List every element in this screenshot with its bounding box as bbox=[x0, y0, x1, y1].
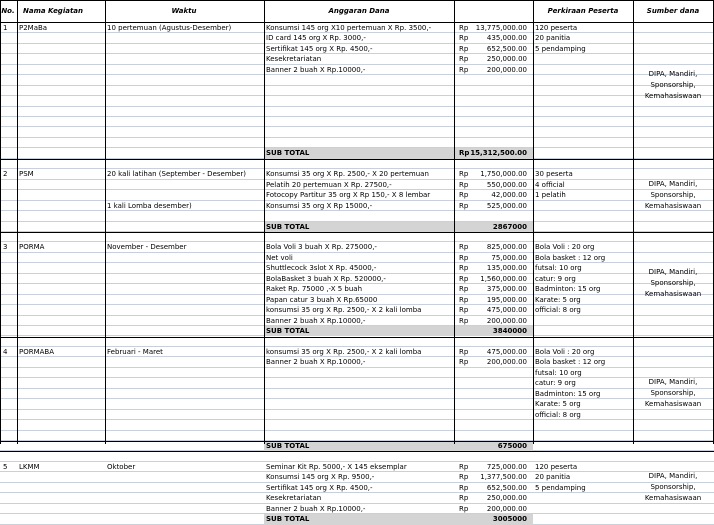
peserta-item: Bola basket : 12 org bbox=[535, 253, 606, 262]
peserta-item: 5 pendamping bbox=[535, 44, 586, 53]
budget-item-desc: Banner 2 buah X Rp.10000,- bbox=[266, 504, 366, 513]
column-border bbox=[264, 0, 265, 444]
budget-item-desc: Kesekretariatan bbox=[266, 55, 322, 64]
peserta-item: official: 8 org bbox=[535, 306, 581, 315]
budget-item-desc: Bola Voli 3 buah X Rp. 275000,- bbox=[266, 243, 377, 252]
header-nama-kegiatan: Nama Kegiatan bbox=[22, 7, 83, 15]
budget-item-rp: Rp bbox=[459, 55, 469, 64]
budget-item-rp: Rp bbox=[459, 504, 469, 513]
grid-row bbox=[0, 128, 714, 138]
activity-waktu: 1 kali Lomba desember) bbox=[107, 201, 192, 210]
spacer-row bbox=[0, 337, 714, 347]
block-border bbox=[0, 337, 714, 338]
sumber-dana: DIPA, Mandiri, Sponsorship, Kemahasiswaan bbox=[644, 179, 702, 210]
budget-item-rp: Rp bbox=[459, 24, 469, 32]
activity-waktu: November - Desember bbox=[107, 243, 187, 252]
sumber-dana: DIPA, Mandiri, Sponsorship, Kemahasiswaan bbox=[644, 378, 702, 409]
budget-item-desc: Banner 2 buah X Rp.10000,- bbox=[266, 358, 366, 367]
activity-waktu: Februari - Maret bbox=[107, 347, 163, 356]
budget-item-desc: Konsumsi 35 org X Rp. 2500,- X 20 pertemuan bbox=[266, 170, 429, 179]
peserta-item: catur: 9 org bbox=[535, 379, 576, 388]
budget-item-desc: konsumsi 35 org X Rp. 2500,- X 2 kali lomba bbox=[266, 347, 422, 356]
spacer-row bbox=[0, 451, 714, 461]
subtotal-label: SUB TOTAL bbox=[266, 515, 310, 524]
subtotal-value: 675000 bbox=[497, 442, 527, 450]
budget-item-amount: 375,000.00 bbox=[486, 285, 527, 294]
budget-item-desc: Seminar Kit Rp. 5000,- X 145 eksemplar bbox=[266, 462, 407, 471]
header-perkiraan-peserta: Perkiraan Peserta bbox=[547, 7, 619, 15]
grid-row bbox=[0, 86, 714, 96]
budget-item-rp: Rp bbox=[459, 494, 469, 503]
spacer-row bbox=[0, 159, 714, 169]
activity-number: 1 bbox=[3, 24, 8, 32]
budget-item-rp: Rp bbox=[459, 201, 469, 210]
budget-item-amount: 135,000.00 bbox=[486, 264, 527, 273]
subtotal-rp: Rp bbox=[459, 149, 470, 158]
grid-row bbox=[0, 117, 714, 127]
budget-item-amount: 13,775,000.00 bbox=[475, 24, 527, 32]
column-border bbox=[454, 0, 455, 444]
subtotal-value: 3005000 bbox=[492, 515, 527, 524]
column-border bbox=[633, 0, 634, 444]
budget-item-desc: Fotocopy Partitur 35 org X Rp 150,- X 8 lembar bbox=[266, 191, 431, 200]
header-bottom-border bbox=[0, 22, 714, 23]
budget-item-rp: Rp bbox=[459, 44, 469, 53]
budget-item-desc: Banner 2 buah X Rp.10000,- bbox=[266, 65, 366, 74]
spacer-row bbox=[0, 232, 714, 242]
budget-item-rp: Rp bbox=[459, 65, 469, 74]
column-border bbox=[533, 0, 534, 444]
budget-item-desc: konsumsi 35 org X Rp. 2500,- X 2 kali lomba bbox=[266, 306, 422, 315]
activity-waktu: 20 kali latihan (September - Desember) bbox=[107, 170, 247, 179]
budget-item-rp: Rp bbox=[459, 264, 469, 273]
budget-item-rp: Rp bbox=[459, 243, 469, 252]
peserta-item: Badminton: 15 org bbox=[535, 389, 601, 398]
budget-item-amount: 725,000.00 bbox=[486, 462, 527, 471]
header-waktu: Waktu bbox=[171, 7, 197, 15]
block-border bbox=[0, 159, 714, 160]
budget-item-desc: BolaBasket 3 buah X Rp. 520000,- bbox=[266, 274, 386, 283]
activity-name: P2MaBa bbox=[19, 24, 48, 32]
budget-item-amount: 250,000.00 bbox=[486, 494, 527, 503]
budget-item-amount: 652,500.00 bbox=[486, 483, 527, 492]
peserta-item: Karate: 5 org bbox=[535, 295, 581, 304]
budget-item-amount: 200,000.00 bbox=[486, 65, 527, 74]
peserta-item: 30 peserta bbox=[535, 170, 573, 179]
table-top-border bbox=[0, 0, 714, 1]
budget-item-desc: Banner 2 buah X Rp.10000,- bbox=[266, 316, 366, 325]
budget-item-rp: Rp bbox=[459, 285, 469, 294]
budget-item-amount: 195,000.00 bbox=[486, 295, 527, 304]
grid-row bbox=[0, 138, 714, 148]
budget-item-amount: 1,377,500.00 bbox=[480, 473, 527, 482]
grid-row bbox=[0, 96, 714, 106]
budget-item-rp: Rp bbox=[459, 253, 469, 262]
activity-number: 4 bbox=[3, 347, 8, 356]
grid-row bbox=[0, 107, 714, 117]
column-border bbox=[105, 0, 106, 444]
activity-waktu: Oktober bbox=[107, 462, 136, 471]
budget-item-rp: Rp bbox=[459, 180, 469, 189]
budget-item-amount: 200,000.00 bbox=[486, 504, 527, 513]
peserta-item: 20 panitia bbox=[535, 473, 571, 482]
peserta-item: Badminton: 15 org bbox=[535, 285, 601, 294]
activity-waktu: 10 pertemuan (Agustus-Desember) bbox=[107, 24, 232, 32]
subtotal-label: SUB TOTAL bbox=[266, 149, 310, 158]
budget-item-desc: Sertifikat 145 org X Rp. 4500,- bbox=[266, 44, 373, 53]
budget-item-rp: Rp bbox=[459, 316, 469, 325]
peserta-item: official: 8 org bbox=[535, 410, 581, 419]
budget-item-amount: 1,750,000.00 bbox=[480, 170, 527, 179]
header-no: No. bbox=[1, 7, 15, 15]
peserta-item: futsal: 10 org bbox=[535, 368, 582, 377]
budget-item-rp: Rp bbox=[459, 191, 469, 200]
budget-item-desc: Sertifikat 145 org X Rp. 4500,- bbox=[266, 483, 373, 492]
peserta-item: catur: 9 org bbox=[535, 274, 576, 283]
budget-item-rp: Rp bbox=[459, 473, 469, 482]
subtotal-label: SUB TOTAL bbox=[266, 327, 310, 336]
peserta-item: Bola basket : 12 org bbox=[535, 358, 606, 367]
budget-item-rp: Rp bbox=[459, 306, 469, 315]
budget-item-amount: 475,000.00 bbox=[486, 306, 527, 315]
budget-item-amount: 652,500.00 bbox=[486, 44, 527, 53]
column-border bbox=[0, 0, 1, 444]
budget-item-amount: 435,000.00 bbox=[486, 34, 527, 43]
budget-item-amount: 75,000.00 bbox=[491, 253, 527, 262]
budget-item-rp: Rp bbox=[459, 483, 469, 492]
budget-item-desc: Shuttlecock 3slot X Rp. 45000,- bbox=[266, 264, 377, 273]
block-border bbox=[0, 232, 714, 233]
budget-item-amount: 200,000.00 bbox=[486, 316, 527, 325]
peserta-item: 120 peserta bbox=[535, 462, 578, 471]
budget-item-amount: 42,000.00 bbox=[491, 191, 527, 200]
header-sumber-dana: Sumber dana bbox=[646, 7, 700, 15]
sumber-dana: DIPA, Mandiri, Sponsorship, Kemahasiswaan bbox=[644, 69, 702, 100]
peserta-item: 4 official bbox=[535, 180, 565, 189]
budget-item-desc: Konsumsi 35 org X Rp 15000,- bbox=[266, 201, 373, 210]
budget-item-rp: Rp bbox=[459, 274, 469, 283]
grid-row bbox=[0, 211, 714, 221]
budget-item-desc: Raket Rp. 75000 ,-X 5 buah bbox=[266, 285, 363, 294]
grid-row bbox=[0, 431, 714, 441]
peserta-item: Bola Voli : 20 org bbox=[535, 243, 595, 252]
column-border bbox=[17, 0, 18, 444]
budget-item-amount: 200,000.00 bbox=[486, 358, 527, 367]
activity-name: LKMM bbox=[19, 462, 40, 471]
budget-item-rp: Rp bbox=[459, 295, 469, 304]
budget-item-amount: 475,000.00 bbox=[486, 347, 527, 356]
budget-item-desc: Pelatih 20 pertemuan X Rp. 27500,- bbox=[266, 180, 392, 189]
budget-item-amount: 250,000.00 bbox=[486, 55, 527, 64]
budget-item-desc: ID card 145 org X Rp. 3000,- bbox=[266, 34, 366, 43]
header-anggaran-dana: Anggaran Dana bbox=[328, 7, 390, 15]
peserta-item: Karate: 5 org bbox=[535, 400, 581, 409]
grid-row bbox=[0, 420, 714, 430]
activity-number: 2 bbox=[3, 170, 8, 179]
budget-item-rp: Rp bbox=[459, 358, 469, 367]
budget-item-amount: 1,560,000.00 bbox=[480, 274, 527, 283]
table-bottom-border bbox=[0, 441, 714, 442]
activity-name: PORMA bbox=[19, 243, 45, 252]
budget-item-desc: Konsumsi 145 org X10 pertemuan X Rp. 3500,- bbox=[266, 24, 432, 32]
budget-item-desc: Kesekretariatan bbox=[266, 494, 322, 503]
budget-item-amount: 825,000.00 bbox=[486, 243, 527, 252]
activity-name: PSM bbox=[19, 170, 34, 179]
peserta-item: 120 peserta bbox=[535, 24, 578, 32]
subtotal-value: 2867000 bbox=[492, 222, 527, 231]
subtotal-value: 15,312,500.00 bbox=[470, 149, 527, 158]
peserta-item: 1 pelatih bbox=[535, 191, 566, 200]
subtotal-value: 3840000 bbox=[492, 327, 527, 336]
subtotal-label: SUB TOTAL bbox=[266, 442, 310, 450]
budget-item-desc: Papan catur 3 buah X Rp.65000 bbox=[266, 295, 378, 304]
grid-row bbox=[0, 75, 714, 85]
budget-item-rp: Rp bbox=[459, 170, 469, 179]
peserta-item: Bola Voli : 20 org bbox=[535, 347, 595, 356]
budget-item-rp: Rp bbox=[459, 34, 469, 43]
sumber-dana: DIPA, Mandiri, Sponsorship, Kemahasiswaan bbox=[644, 472, 702, 503]
budget-item-amount: 525,000.00 bbox=[486, 201, 527, 210]
budget-item-rp: Rp bbox=[459, 462, 469, 471]
budget-item-amount: 550,000.00 bbox=[486, 180, 527, 189]
budget-item-desc: Konsumsi 145 org X Rp. 9500,- bbox=[266, 473, 375, 482]
subtotal-label: SUB TOTAL bbox=[266, 222, 310, 231]
activity-number: 3 bbox=[3, 243, 8, 252]
activity-number: 5 bbox=[3, 462, 8, 471]
peserta-item: 5 pendamping bbox=[535, 483, 586, 492]
peserta-item: futsal: 10 org bbox=[535, 264, 582, 273]
sumber-dana: DIPA, Mandiri, Sponsorship, Kemahasiswaan bbox=[644, 268, 702, 299]
budget-item-desc: Net voli bbox=[266, 253, 293, 262]
budget-item-rp: Rp bbox=[459, 347, 469, 356]
activity-name: PORMABA bbox=[19, 347, 55, 356]
block-border bbox=[0, 451, 714, 452]
peserta-item: 20 panitia bbox=[535, 34, 571, 43]
